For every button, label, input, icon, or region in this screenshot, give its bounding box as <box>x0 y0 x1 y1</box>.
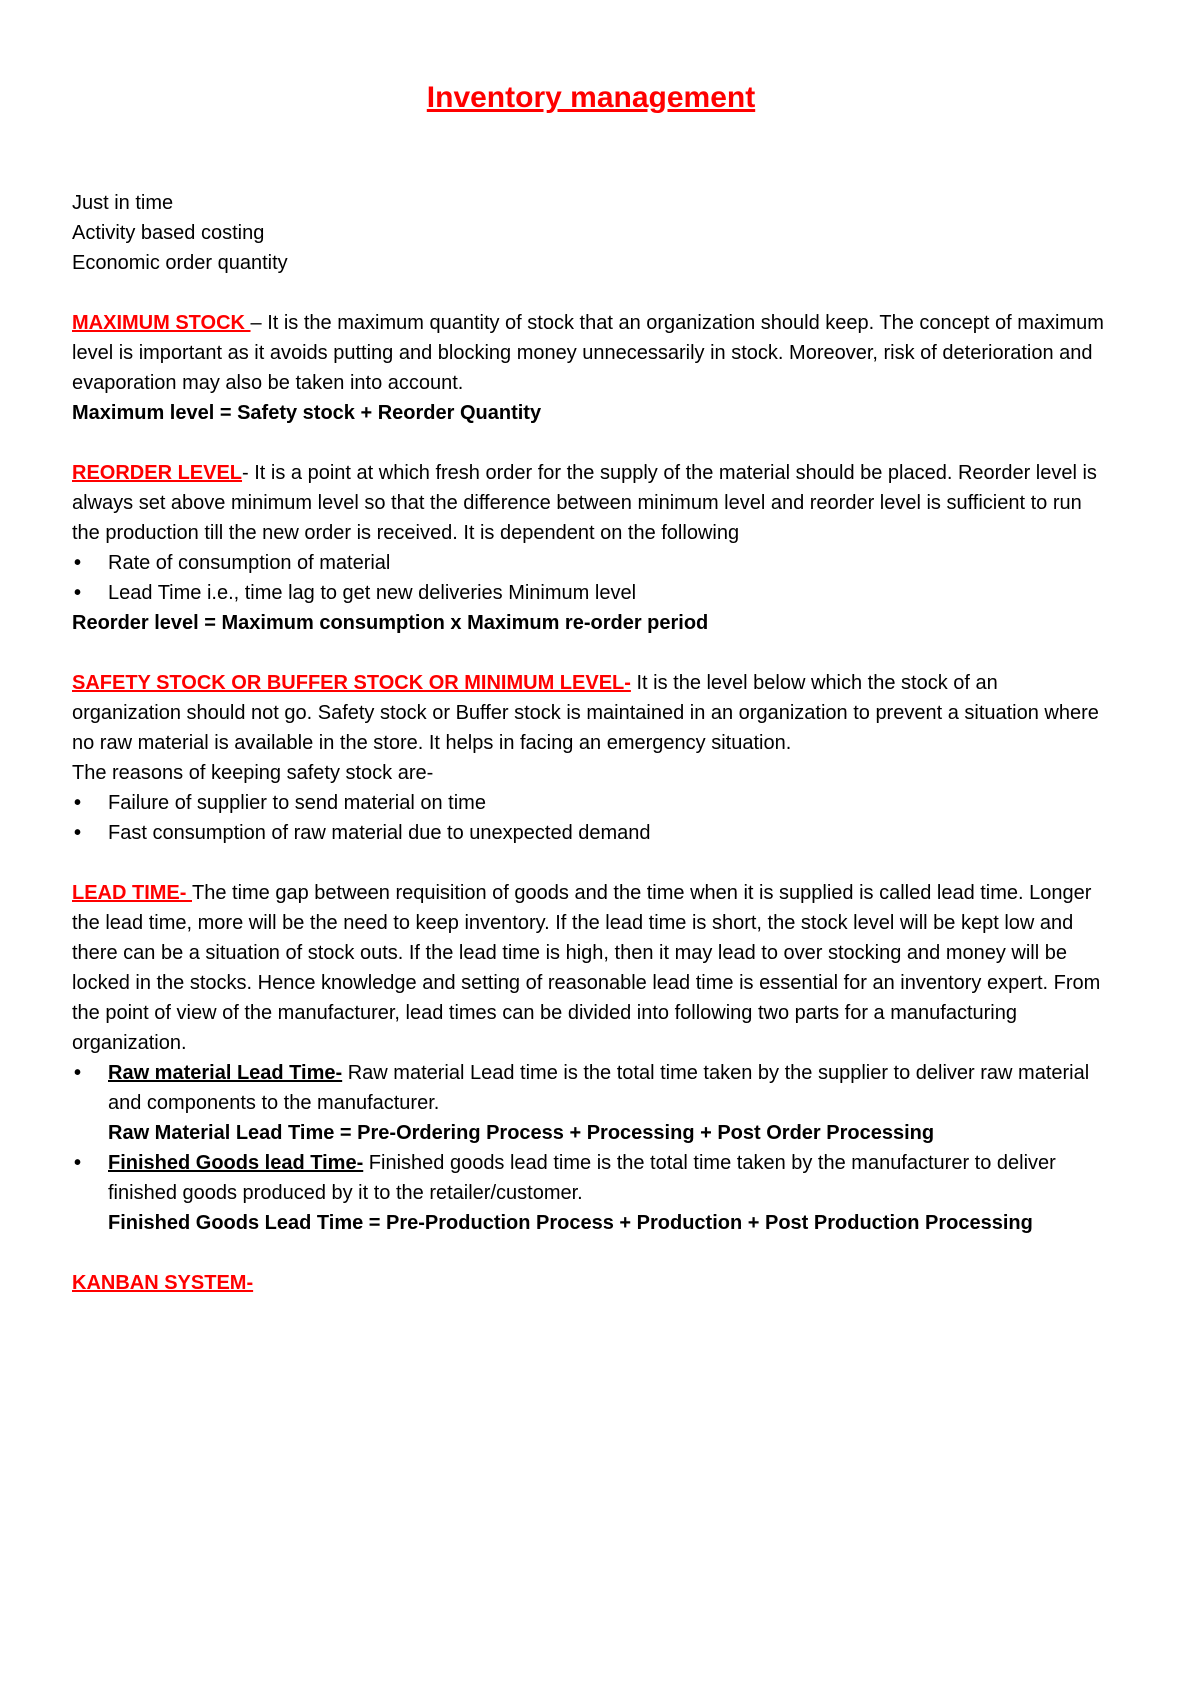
safety-stock-reasons-intro: The reasons of keeping safety stock are- <box>72 762 434 784</box>
finished-goods-lead-time-heading: Finished Goods lead Time- <box>108 1152 364 1174</box>
reorder-level-heading: REORDER LEVEL <box>72 462 243 484</box>
safety-stock-heading: SAFETY STOCK OR BUFFER STOCK OR MINIMUM LEVEL- <box>72 672 631 694</box>
safety-stock-section <box>72 668 1110 848</box>
kanban-section <box>72 1268 1110 1298</box>
safety-stock-bullets <box>72 788 1110 848</box>
lead-time-section <box>72 878 1110 1238</box>
reorder-level-text: - It is a point at which fresh order for the supply of the material should be placed. Reorder level is always set above minimum level so that the difference between minimum level and reorder level is sufficient to run the production till the new order is received. It is dependent on the following <box>72 462 1097 544</box>
lead-time-heading: LEAD TIME- <box>72 882 192 904</box>
bullet-item <box>72 1058 1110 1148</box>
maximum-stock-section <box>72 308 1110 428</box>
maximum-stock-text: – It is the maximum quantity of stock that an organization should keep. The concept of maximum level is important as it avoids putting and blocking money unnecessarily in stock. Moreover, risk of deterioration and evaporation may also be taken into account. <box>72 312 1104 394</box>
raw-material-lead-time-formula: Raw Material Lead Time = Pre-Ordering Process + Processing + Post Order Processing <box>108 1122 935 1144</box>
finished-goods-lead-time-block <box>72 1148 1110 1238</box>
reorder-level-section <box>72 458 1110 638</box>
raw-material-lead-time-heading: Raw material Lead Time- <box>108 1062 343 1084</box>
lead-time-paragraph <box>72 878 1110 1058</box>
bullet-item: • Lead Time i.e., time lag to get new deliveries Minimum level <box>72 578 1110 608</box>
finished-goods-lead-time-formula: Finished Goods Lead Time = Pre-Production Process + Production + Post Production Processing <box>108 1212 1033 1234</box>
bullet-item: • Failure of supplier to send material on time <box>72 788 1110 818</box>
intro-item: Activity based costing <box>72 222 265 244</box>
safety-stock-text: It is the level below which the stock of an organization should not go. Safety stock or Buffer stock is maintained in an organization to prevent a situation where no raw material is available in the store. It helps in facing an emergency situation. <box>72 672 1099 754</box>
bullet-item: • Rate of consumption of material <box>72 548 1110 578</box>
raw-material-lead-time-block <box>72 1058 1110 1148</box>
kanban-paragraph <box>72 1268 1110 1298</box>
safety-stock-paragraph <box>72 668 1110 758</box>
raw-material-lead-time-text: Raw material Lead time is the total time taken by the supplier to deliver raw material and components to the manufacturer. <box>108 1062 1090 1114</box>
bullet-item: • Fast consumption of raw material due to unexpected demand <box>72 818 1110 848</box>
maximum-stock-paragraph <box>72 308 1110 398</box>
maximum-level-formula: Maximum level = Safety stock + Reorder Quantity <box>72 402 542 424</box>
document-title: Inventory management <box>426 81 756 114</box>
intro-list <box>72 188 1110 278</box>
maximum-stock-heading: MAXIMUM STOCK <box>72 312 251 334</box>
reorder-level-paragraph <box>72 458 1110 548</box>
intro-item: Just in time <box>72 192 174 214</box>
intro-item: Economic order quantity <box>72 252 288 274</box>
reorder-level-formula: Reorder level = Maximum consumption x Maximum re-order period <box>72 612 709 634</box>
bullet-item <box>72 1148 1110 1238</box>
reorder-level-bullets <box>72 548 1110 608</box>
lead-time-text: The time gap between requisition of goods and the time when it is supplied is called lead time. Longer the lead time, more will be the need to keep inventory. If the lead time is short, the stock level will be kept low and there can be a situation of stock outs. If the lead time is high, then it may lead to over stocking and money will be locked in the stocks. Hence knowledge and setting of reasonable lead time is essential for an inventory expert. From the point of view of the manufacturer, lead times can be divided into following two parts for a manufacturing organization. <box>72 882 1101 1054</box>
kanban-heading: KANBAN SYSTEM- <box>72 1272 254 1294</box>
finished-goods-lead-time-text: Finished goods lead time is the total time taken by the manufacturer to deliver finished goods produced by it to the retailer/customer. <box>108 1152 1056 1204</box>
